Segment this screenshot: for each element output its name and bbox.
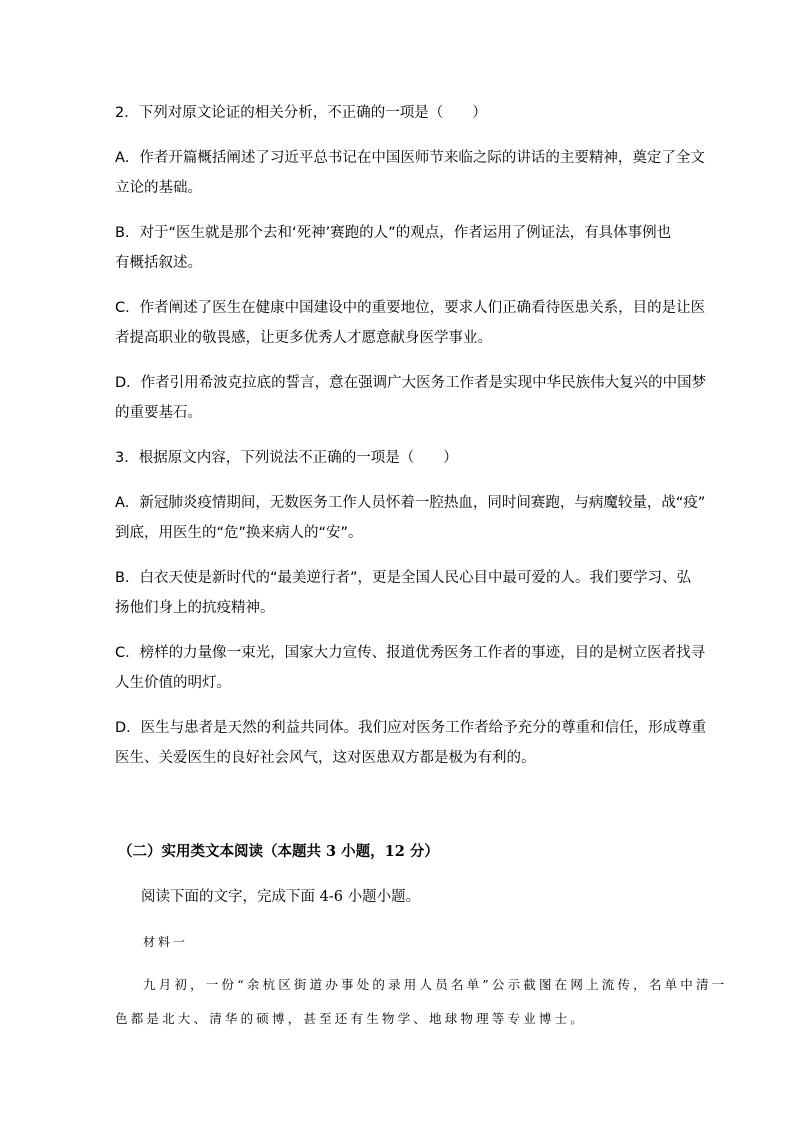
question-3-option-a-line-2: 到底，用医生的“危”换来病人的“安”。: [115, 525, 363, 541]
question-3-option-d-line-1: D．医生与患者是天然的利益共同体。我们应对医务工作者给予充分的尊重和信任，形成尊重: [115, 720, 707, 736]
question-2-stem: 2．下列对原文论证的相关分析，不正确的一项是（ ）: [115, 105, 487, 121]
question-2-option-c-line-2: 者提高职业的敬畏感，让更多优秀人才愿意献身医学事业。: [115, 330, 492, 346]
question-2-option-c-line-1: C．作者阐述了医生在健康中国建设中的重要地位，要求人们正确看待医患关系，目的是让医: [115, 300, 706, 316]
question-2-option-b-line-2: 有概括叙述。: [115, 255, 202, 271]
question-2-option-d-line-2: 的重要基石。: [115, 405, 202, 421]
question-2-option-d-line-1: D．作者引用希波克拉底的誓言，意在强调广大医务工作者是实现中华民族伟大复兴的中国梦: [115, 375, 707, 391]
question-2-option-a-line-2: 立论的基础。: [115, 180, 202, 196]
question-3-option-d-line-2: 医生、关爱医生的良好社会风气，这对医患双方都是极为有利的。: [115, 750, 536, 766]
section-intro: 阅读下面的文字，完成下面 4-6 小题小题。: [141, 889, 421, 905]
question-2-option-b-line-1: B．对于“医生就是那个去和‘死神’赛跑的人”的观点，作者运用了例证法，有具体事例也: [115, 225, 672, 241]
question-3-option-a-line-1: A．新冠肺炎疫情期间，无数医务工作人员怀着一腔热血，同时间赛跑，与病魔较量，战“疫”: [115, 495, 706, 511]
material-line-2: 色都是北大、清华的硕博，甚至还有生物学、地球物理等专业博士。: [115, 1011, 587, 1026]
question-3-option-c-line-1: C．榜样的力量像一束光，国家大力宣传、报道优秀医务工作者的事迹，目的是树立医者找寻: [115, 645, 706, 661]
material-label: 材料一: [143, 935, 189, 949]
section-title: （二）实用类文本阅读（本题共 3 小题，12 分）: [118, 843, 439, 860]
material-line-1: 九月初，一份“余杭区街道办事处的录用人员名单”公示截图在网上流传，名单中清一: [143, 977, 728, 992]
question-3-option-b-line-1: B．白衣天使是新时代的“最美逆行者”，更是全国人民心目中最可爱的人。我们要学习、弘: [115, 570, 691, 586]
question-2-option-a-line-1: A．作者开篇概括阐述了习近平总书记在中国医师节来临之际的讲话的主要精神，奠定了全文: [115, 150, 705, 166]
question-3-option-c-line-2: 人生价值的明灯。: [115, 675, 231, 691]
question-3-stem: 3．根据原文内容，下列说法不正确的一项是（ ）: [115, 450, 458, 466]
question-3-option-b-line-2: 扬他们身上的抗疫精神。: [115, 600, 275, 616]
